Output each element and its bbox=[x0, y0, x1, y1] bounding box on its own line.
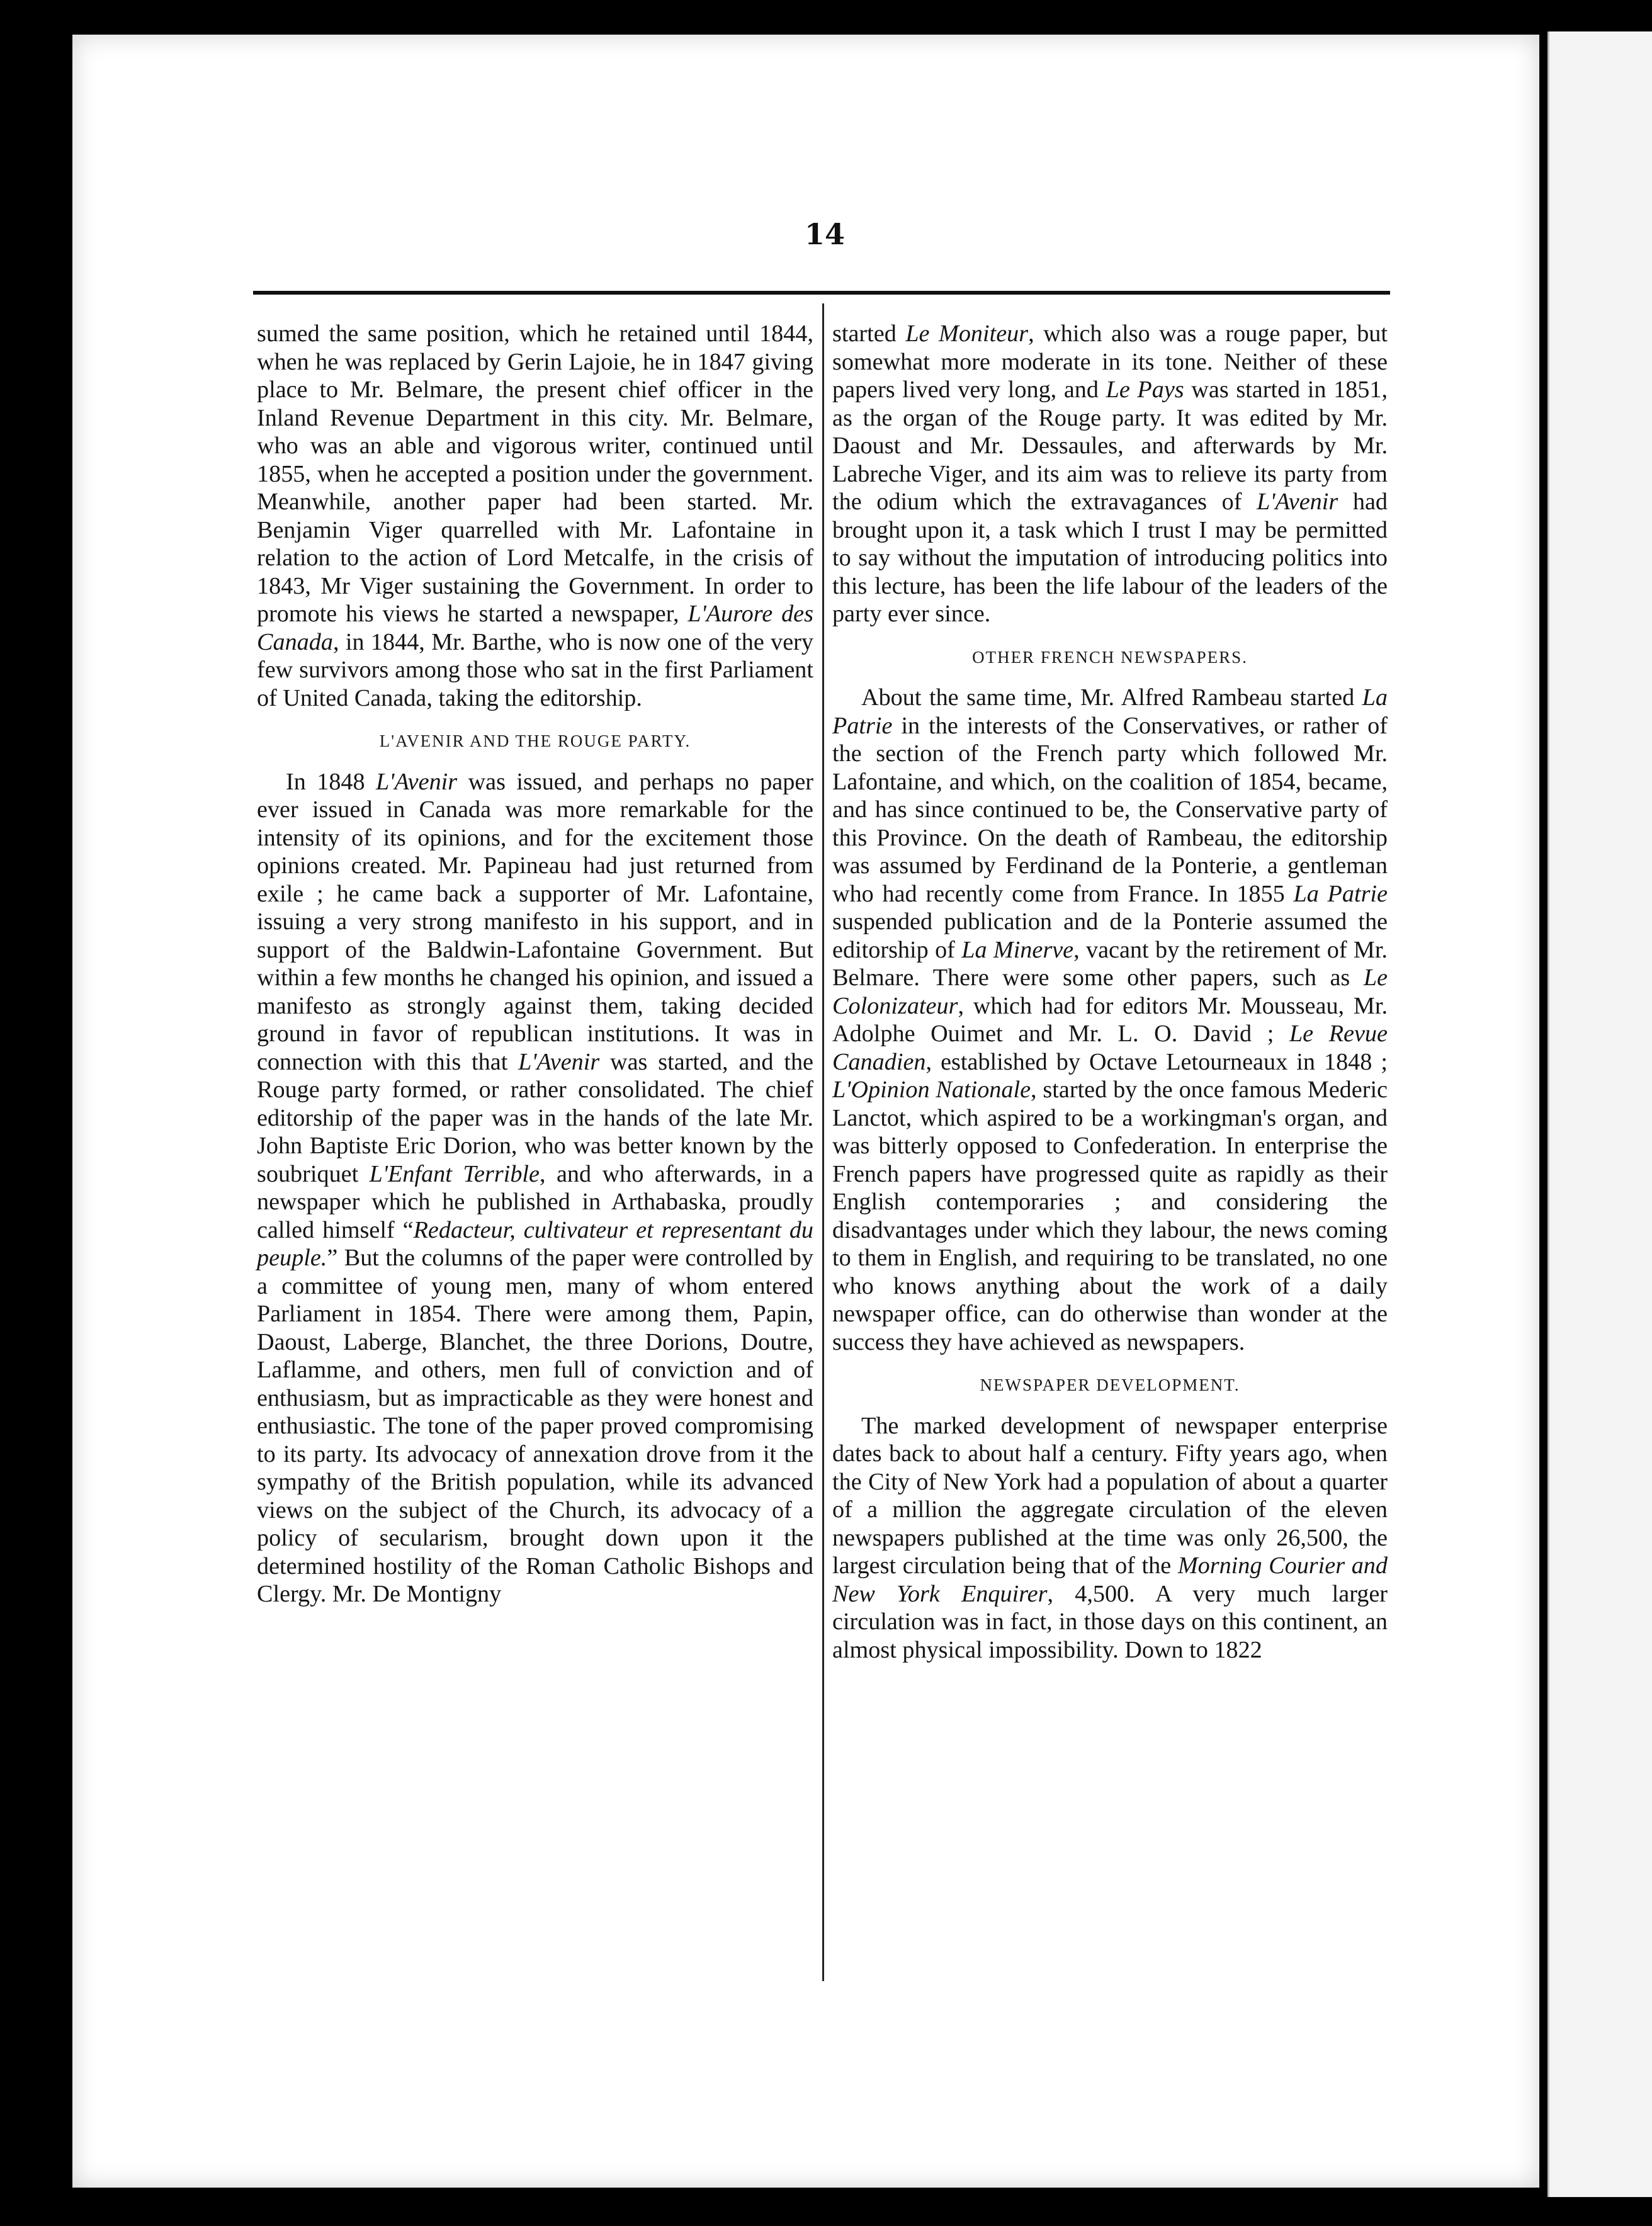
newspaper-title: Le Revue Canadien bbox=[832, 1020, 1388, 1075]
paragraph: About the same time, Mr. Alfred Rambeau started La Patrie in the interests of the Conservatives, or rather of the section of the French party which followed Mr. Lafontaine, and which, on the coalition of 1854, became, and has since continued to be, the Conservative party of this Province. On the death of Rambeau, the editorship was assumed by Ferdinand de la Ponterie, a gentleman who had recently come from France. In 1855 La Patrie suspended publication and de la Ponterie assumed the editorship of La Minerve, vacant by the retirement of Mr. Belmare. There were some other papers, such as Le Colonizateur, which had for editors Mr. Mousseau, Mr. Adolphe Ouimet and Mr. L. O. David ; Le Revue Canadien, established by Octave Letourneaux in 1848 ; L'Opinion Nationale, started by the once famous Mederic Lanctot, which aspired to be a workingman's organ, and was bitterly opposed to Confederation. In enterprise the French papers have progressed quite as rapidly as their English contemporaries ; and considering the disadvantages under which they labour, the news coming to them in English, and requiring to be translated, no one who knows anything about the work of a daily newspaper office, can do otherwise than wonder at the success they have achieved as newspapers. bbox=[832, 684, 1388, 1355]
newspaper-title: L'Avenir bbox=[518, 1048, 600, 1075]
adjacent-page-edge bbox=[1547, 31, 1652, 2197]
section-heading: OTHER FRENCH NEWSPAPERS. bbox=[972, 647, 1248, 667]
right-column bbox=[832, 320, 1388, 1664]
paragraph-continued: started Le Moniteur, which also was a rouge paper, but somewhat more moderate in its tone. Neither of these papers lived very long, and Le Pays was started in 1851, as the organ of the Rouge party. It was edited by Mr. Daoust and Mr. Dessaules, and afterwards by Mr. Labreche Viger, and its aim was to relieve its party from the odium which the extravagances of L'Avenir had brought upon it, a task which I trust I may be permitted to say without the imputation of introducing politics into this lecture, has been the life labour of the leaders of the party ever since. bbox=[832, 320, 1388, 627]
newspaper-title: L'Aurore des Canada bbox=[257, 601, 813, 655]
nickname: L'Enfant Terrible bbox=[369, 1160, 540, 1187]
section-heading: L'AVENIR AND THE ROUGE PARTY. bbox=[379, 732, 691, 750]
column-divider bbox=[822, 303, 824, 1981]
newspaper-title: La Patrie bbox=[832, 684, 1388, 739]
paragraph: The marked development of newspaper enterprise dates back to about half a century. Fifty years ago, when the City of New York had a population of about a quarter of a million the aggregate circulation of the eleven newspapers published at the time was only 26,500, the largest circulation being that of the Morning Courier and New York Enquirer, 4,500. A very much larger circulation was in fact, in those days on this continent, an almost physical impossibility. Down to 1822 bbox=[832, 1412, 1388, 1663]
newspaper-title: L'Opinion Nationale bbox=[832, 1076, 1031, 1103]
header-rule bbox=[253, 291, 1390, 295]
newspaper-title: L'Avenir bbox=[1257, 489, 1338, 515]
paragraph-continued: sumed the same position, which he retained until 1844, when he was replaced by Gerin Lajoie, he in 1847 giving place to Mr. Belmare, the present chief officer in the Inland Revenue Department in this city. Mr. Belmare, who was an able and vigorous writer, continued until 1855, when he accepted a position under the government. Meanwhile, another paper had been started. Mr. Benjamin Viger quarrelled with Mr. Lafontaine in relation to the action of Lord Metcalfe, in the crisis of 1843, Mr Viger sustaining the Government. In order to promote his views he started a newspaper, L'Aurore des Canada, in 1844, Mr. Barthe, who is now one of the very few survivors among those who sat in the first Parliament of United Canada, taking the editorship. bbox=[257, 320, 813, 711]
newspaper-title: L'Avenir bbox=[376, 768, 458, 795]
newspaper-title: Le Pays bbox=[1106, 376, 1184, 403]
newspaper-title: La Minerve bbox=[961, 936, 1074, 963]
section-heading: NEWSPAPER DEVELOPMENT. bbox=[980, 1376, 1240, 1394]
paragraph: In 1848 L'Avenir was issued, and perhaps no paper ever issued in Canada was more remarkable for the intensity of its opinions, and for the excitement those opinions created. Mr. Papineau had just returned from exile ; he came back a supporter of Mr. Lafontaine, issuing a very strong manifesto in his support, and in support of the Baldwin-Lafontaine Government. But within a few months he changed his opinion, and issued a manifesto as strongly against them, taking decided ground in favor of republican institutions. It was in connection with this that L'Avenir was started, and the Rouge party formed, or rather consolidated. The chief editorship of the paper was in the hands of the late Mr. John Baptiste Eric Dorion, who was better known by the soubriquet L'Enfant Terrible, and who afterwards, in a newspaper which he published in Arthabaska, proudly called himself “Redacteur, cultivateur et representant du peuple.” But the columns of the paper were controlled by a committee of young men, many of whom entered Parliament in 1854. There were among them, Papin, Daoust, Laberge, Blanchet, the three Dorions, Doutre, Laflamme, and others, men full of conviction and of enthusiasm, but as impracticable as they were honest and enthusiastic. The tone of the paper proved compromising to its party. Its advocacy of annexation drove from it the sympathy of the British population, while its advanced views on the subject of the Church, its advocacy of a policy of secularism, brought down upon it the determined hostility of the Roman Catholic Bishops and Clergy. Mr. De Montigny bbox=[257, 768, 814, 1607]
newspaper-title: Le Colonizateur bbox=[832, 964, 1388, 1019]
left-column bbox=[257, 320, 813, 1608]
quotation: Redacteur, cultivateur et representant du peuple. bbox=[257, 1216, 814, 1271]
newspaper-title: Morning Courier and New York Enquirer bbox=[832, 1552, 1388, 1607]
page-number: 14 bbox=[804, 217, 845, 251]
newspaper-title: Le Moniteur bbox=[905, 320, 1029, 347]
newspaper-title: La Patrie bbox=[1293, 880, 1388, 907]
